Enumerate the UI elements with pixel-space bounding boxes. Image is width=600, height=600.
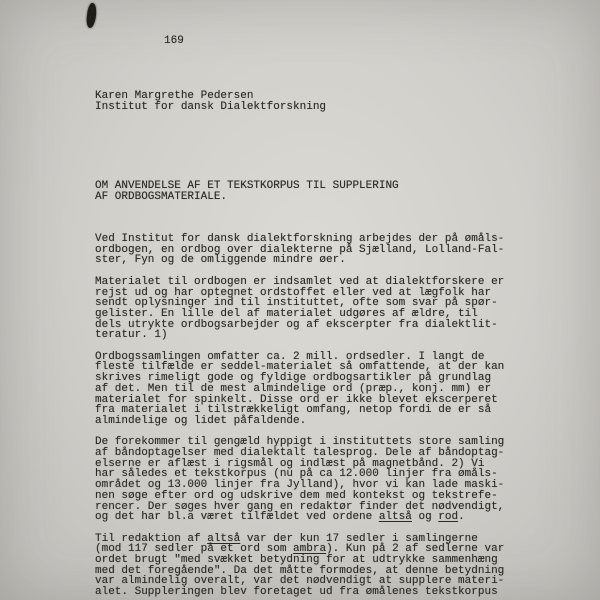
text-line: alet. Suppleringen blev foretaget ud fra ømålenes tekstkorpus [95,586,498,599]
page-number: 169 [164,35,184,47]
text-line: Ved Institut for dansk dialektforskning arbejdes der på ømåls- [95,233,505,245]
text-line: teratur. 1) [95,329,168,342]
text-line: med det foregående". Da det måtte formodes, at denne betydning [95,564,505,577]
text-line: og det har bl.a været tilfældet ved ordene altså og rod. [95,511,465,524]
text-line: rejst ud og har optegnet ordstoffet eller ved at lægfolk har [95,286,492,299]
text-line: Til redaktion af altså var der kun 17 sedler i samlingerne [95,532,478,545]
text-line: materialet for spinkelt. Disse ord er ikke blevet ekscerperet [95,393,498,406]
text-line: fra materialet i tilstrækkeligt omfang, netop fordi de er så [95,404,492,417]
text-line: dels utrykte ordbogsarbejder og af ekscerpter fra dialektlit- [95,318,498,331]
underlined-word: ambra [293,543,327,556]
author-block [95,91,326,112]
author-name: Karen Margrethe Pedersen [95,90,254,102]
text-line: af båndoptagelser med dialektalt talesprog. Dele af båndoptag- [95,447,505,460]
text-line: var almindelig overalt, var det nødvendigt at supplere materi- [95,575,505,588]
paragraph [95,352,525,427]
text-line: ordbogen, en ordbog over dialekterne på Sjælland, Lolland-Fal- [95,243,505,256]
underlined-word: rod [438,511,459,524]
text-line: af det. Men til de mest almindelige ord (præp., konj. mm) er [95,382,492,395]
text-line: har således et tekstkorpus (nu på ca 12.000 linjer fra ømåls- [95,468,498,481]
text-line: Materialet til ordbogen er indsamlet ved at dialektforskere er [95,275,505,288]
text-line: Ordbogssamlingen omfatter ca. 2 mill. ordsedler. I langt de [95,350,485,363]
text-line: nen søge efter ord og udskrive dem med kontekst og tekstrefe- [95,489,498,502]
text-line: De forekommer til gengæld hyppigt i instituttets store samling [95,436,505,449]
text-line: gelister. En lille del af materialet udgøres af ældre, til [95,307,478,320]
text-line: fleste tilfælde er seddel-materialet så omfattende, at der kan [95,361,505,374]
underlined-word: altså [378,511,412,524]
scan-artifact [86,3,98,29]
paper-title [95,181,399,202]
text-line: skrives rimeligt gode og fyldige ordbogsartikler på grundlag [95,372,492,385]
text-line: almindelige og lidet påfaldende. [95,414,307,427]
text-line: ordet brugt "med svækket betydning for at udtrykke sammenhæng [95,554,498,567]
paragraph [95,534,525,598]
text-line: ster, Fyn og de omliggende mindre øer. [95,254,346,267]
text-line: (mod 117 sedler på et ord som ambra). Kun på 2 af sedlerne var [95,543,505,556]
title-line: OM ANVENDELSE AF ET TEKSTKORPUS TIL SUPPLERING [95,180,399,192]
author-affiliation: Institut for dansk Dialektforskning [95,100,327,113]
text-line: rencer. Der søges hver gang en redaktør finder det nødvendigt, [95,500,505,513]
body-text [95,234,525,600]
paragraph [95,234,525,266]
paragraph [95,437,525,523]
underlined-word: altså [207,532,241,545]
text-line: sendt oplysninger ind til instituttet, ofte som svar på spør- [95,297,498,310]
title-line: AF ORDBOGSMATERIALE. [95,190,228,203]
paragraph [95,277,525,341]
text-line: området og 13.000 linjer fra Jylland), hvor vi kan lade maski- [95,479,505,492]
text-line: elserne er aflæst i rigsmål og indlæst på magnetbånd. 2) Vi [95,457,485,470]
